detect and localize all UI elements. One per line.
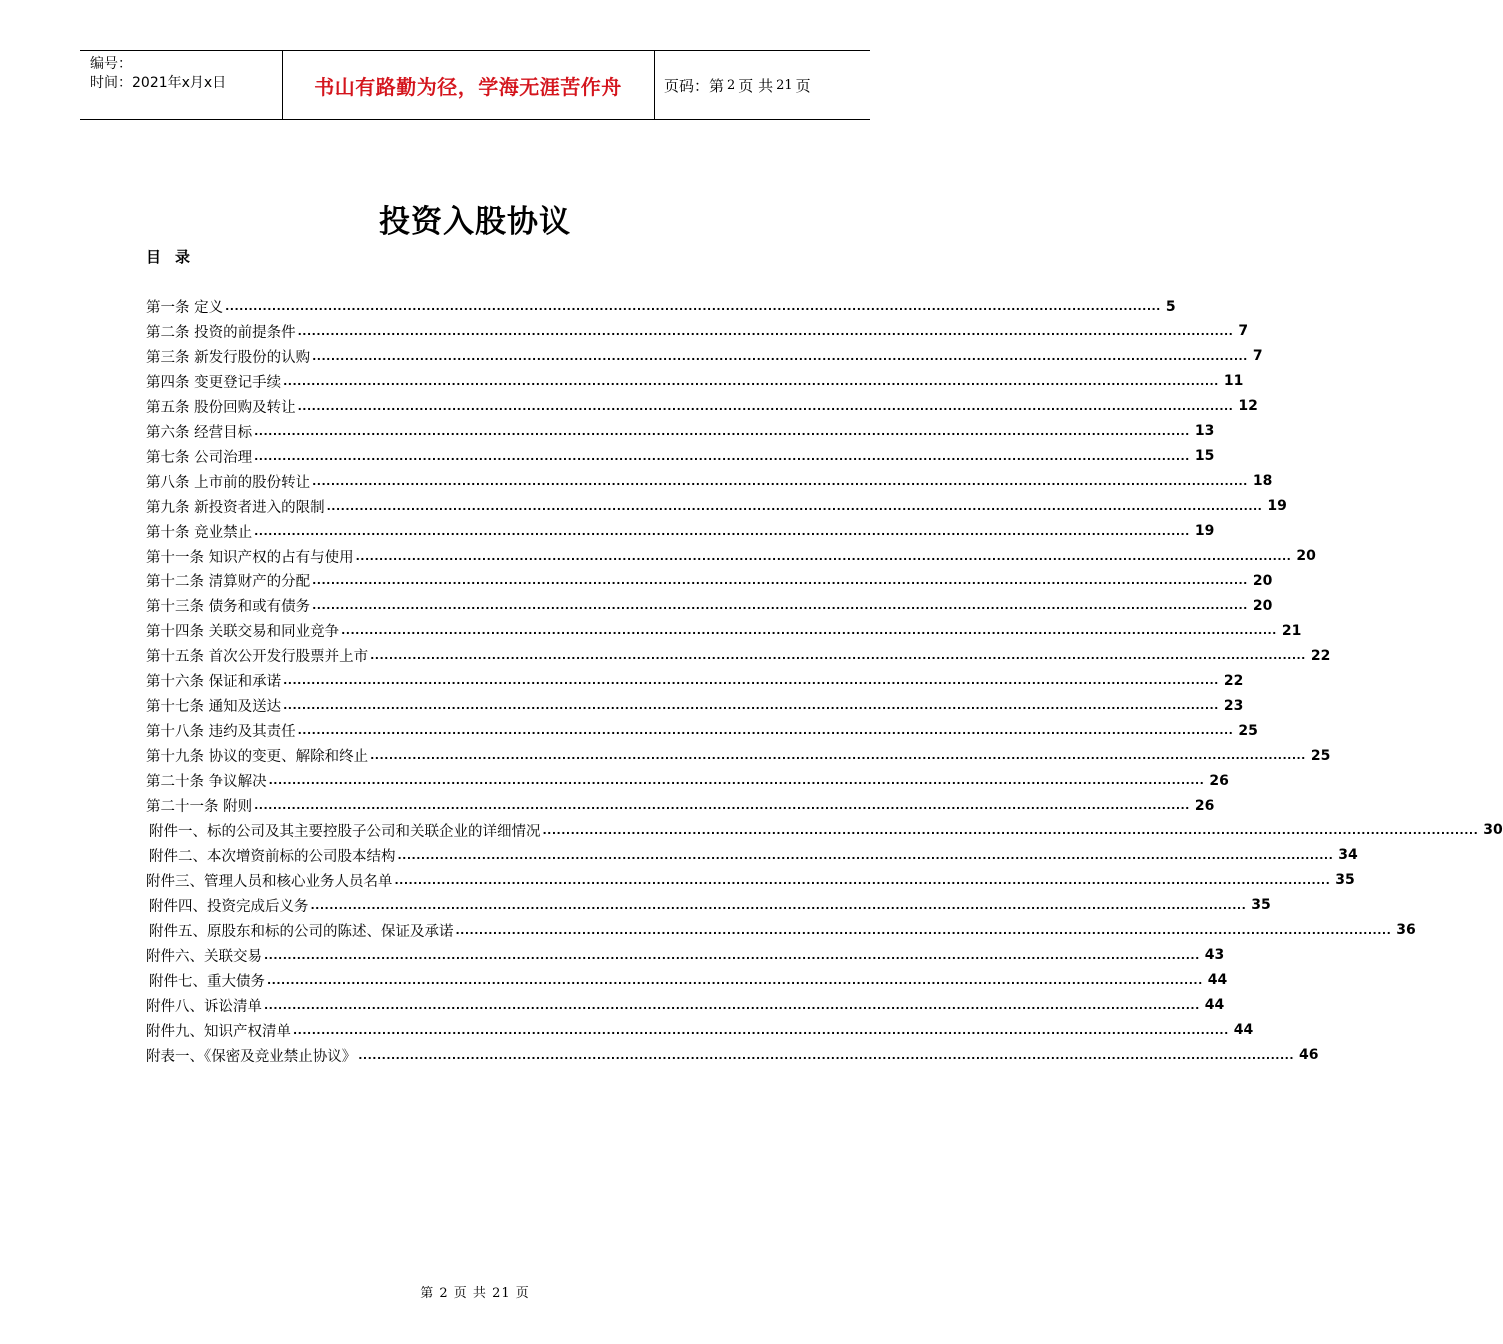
header-page-info [664, 51, 811, 119]
toc-entry-page: 25 [1310, 747, 1331, 764]
toc-entry-label: 第十五条 首次公开发行股票并上市 [146, 649, 369, 666]
toc-entry[interactable] [146, 294, 1176, 319]
document-title: 投资入股协议 [379, 204, 571, 240]
toc-entry-page: 7 [1238, 323, 1249, 340]
toc-leader-dots: ........................................................................................................................................................................................................ [283, 699, 1219, 713]
page-mid: 页 共 [738, 76, 774, 95]
toc-leader-dots: ........................................................................................................................................................................................................ [312, 349, 1248, 363]
toc-entry[interactable] [146, 344, 1263, 369]
toc-entry[interactable] [146, 469, 1273, 494]
toc-entry-page: 20 [1252, 572, 1273, 589]
toc-entry-label: 第十七条 通知及送达 [146, 699, 282, 716]
toc-entry-page: 22 [1310, 647, 1331, 664]
toc-leader-dots: ........................................................................................................................................................................................................ [293, 1023, 1229, 1037]
toc-entry-page: 20 [1296, 548, 1316, 564]
toc-entry-page: 26 [1194, 797, 1215, 814]
toc-entry-label: 第九条 新投资者进入的限制 [146, 499, 325, 516]
toc-entry-page: 43 [1204, 947, 1225, 964]
toc-entry-page: 44 [1204, 997, 1225, 1014]
page-total: 21 [776, 77, 793, 93]
toc-entry-label: 附件五、原股东和标的公司的陈述、保证及承诺 [149, 923, 454, 940]
toc-entry-label: 第二条 投资的前提条件 [146, 324, 296, 341]
toc-entry[interactable] [146, 868, 1355, 893]
toc-entry-label: 附件九、知识产权清单 [146, 1023, 291, 1040]
toc-entry-page: 5 [1165, 298, 1176, 315]
header-motto: 书山有路勤为径，学海无涯苦作舟 [314, 74, 622, 99]
toc-entry-label: 第十三条 债务和或有债务 [146, 599, 311, 616]
toc-entry-page: 13 [1194, 423, 1215, 440]
toc-entry-page: 12 [1238, 398, 1258, 415]
toc-leader-dots: ........................................................................................................................................................................................................ [254, 424, 1190, 438]
toc-entry[interactable] [146, 394, 1258, 419]
page-header [80, 50, 870, 120]
footer-mid: 页 共 [453, 1286, 487, 1301]
toc-entry-label: 第二十条 争议解决 [146, 774, 267, 791]
header-meta [90, 55, 290, 93]
toc-entry-label: 第七条 公司治理 [146, 449, 253, 466]
code-label: 编号： [90, 56, 132, 72]
toc-entry-page: 7 [1252, 348, 1263, 365]
toc-entry-page: 11 [1223, 373, 1244, 390]
toc-entry[interactable] [146, 793, 1215, 818]
toc-entry-label: 第五条 股份回购及转让 [146, 399, 296, 416]
toc-leader-dots: ........................................................................................................................................................................................................ [358, 1048, 1294, 1062]
toc-entry[interactable] [146, 319, 1249, 344]
toc-entry-page: 20 [1252, 597, 1273, 614]
toc-entry[interactable] [146, 593, 1273, 618]
toc-leader-dots: ........................................................................................................................................................................................................ [326, 499, 1263, 513]
toc-entry[interactable] [146, 668, 1244, 693]
toc-entry-page: 15 [1194, 448, 1215, 465]
toc-entry-label: 第四条 变更登记手续 [146, 374, 282, 391]
toc-entry[interactable] [146, 444, 1215, 469]
toc-entry-label: 附件三、管理人员和核心业务人员名单 [146, 873, 393, 890]
toc-heading-char: 录 [175, 248, 191, 266]
toc-entry[interactable] [146, 943, 1225, 968]
page-footer [0, 1282, 950, 1301]
toc-entry-label: 第十一条 知识产权的占有与使用 [146, 549, 354, 566]
toc-entry[interactable] [149, 918, 1416, 943]
toc-entry-page: 18 [1252, 473, 1273, 490]
toc-entry[interactable] [146, 718, 1258, 743]
toc-entry[interactable] [149, 818, 1503, 843]
toc-leader-dots: ........................................................................................................................................................................................................ [297, 324, 1234, 338]
toc-entry[interactable] [146, 419, 1215, 444]
toc-leader-dots: ........................................................................................................................................................................................................ [267, 973, 1203, 987]
toc-leader-dots: ........................................................................................................................................................................................................ [394, 873, 1331, 887]
toc-entry-page: 25 [1238, 722, 1258, 739]
toc-entry[interactable] [146, 993, 1225, 1018]
toc-entry-page: 35 [1251, 897, 1271, 914]
footer-total: 21 [492, 1286, 511, 1301]
toc-entry-label: 第十二条 清算财产的分配 [146, 574, 311, 591]
toc-leader-dots: ........................................................................................................................................................................................................ [370, 749, 1306, 763]
toc-entry-page: 35 [1335, 872, 1355, 889]
toc-entry-page: 21 [1281, 622, 1302, 639]
toc-entry[interactable] [146, 1018, 1254, 1043]
toc-entry-label: 第八条 上市前的股份转让 [146, 474, 311, 491]
toc-entry-label: 第一条 定义 [146, 300, 224, 316]
toc-entry-page: 23 [1223, 697, 1244, 714]
toc-entry-page: 26 [1209, 772, 1229, 789]
toc-leader-dots: ........................................................................................................................................................................................................ [312, 574, 1248, 588]
toc-heading-char: 目 [146, 248, 162, 266]
toc-leader-dots: ........................................................................................................................................................................................................ [283, 374, 1219, 388]
toc-entry-page: 34 [1338, 847, 1358, 864]
toc-entry-label: 第十六条 保证和承诺 [146, 674, 282, 691]
toc-leader-dots: ........................................................................................................................................................................................................ [297, 724, 1234, 738]
toc-entry-label: 第十八条 违约及其责任 [146, 724, 296, 741]
toc-leader-dots: ........................................................................................................................................................................................................ [355, 549, 1292, 563]
toc-entry-label: 附件八、诉讼清单 [146, 998, 262, 1015]
toc-heading [146, 246, 204, 267]
toc-leader-dots: ........................................................................................................................................................................................................ [283, 674, 1219, 688]
footer-suffix: 页 [515, 1286, 530, 1301]
time-label: 时间：2021年x月x日 [90, 75, 227, 91]
toc-entry-page: 46 [1299, 1047, 1319, 1063]
toc-entry[interactable] [146, 643, 1331, 668]
toc-leader-dots: ........................................................................................................................................................................................................ [312, 474, 1248, 488]
toc-leader-dots: ........................................................................................................................................................................................................ [254, 524, 1190, 538]
toc-entry[interactable] [146, 369, 1244, 394]
toc-entry[interactable] [149, 843, 1358, 868]
toc-entry[interactable] [149, 893, 1271, 918]
page-number: 2 [727, 77, 736, 93]
toc-entry-page: 22 [1223, 672, 1244, 689]
toc-entry[interactable] [146, 494, 1287, 519]
toc-entry-page: 36 [1396, 922, 1416, 939]
toc-entry[interactable] [146, 618, 1302, 643]
toc-entry-label: 附件六、关联交易 [146, 948, 262, 965]
toc-leader-dots: ........................................................................................................................................................................................................ [264, 948, 1200, 962]
toc-entry-label: 附件七、重大债务 [149, 973, 265, 990]
toc-leader-dots: ........................................................................................................................................................................................................ [370, 649, 1306, 663]
toc-entry-label: 第十条 竞业禁止 [146, 524, 253, 541]
toc-entry-label: 附表一、《保密及竞业禁止协议》 [146, 1048, 357, 1065]
toc-entry-page: 44 [1233, 1022, 1254, 1039]
toc-leader-dots: ........................................................................................................................................................................................................ [312, 599, 1248, 613]
toc-entry[interactable] [146, 544, 1316, 569]
toc-entry-label: 附件一、标的公司及其主要控股子公司和关联企业的详细情况 [149, 823, 541, 840]
toc-entry-label: 第三条 新发行股份的认购 [146, 349, 311, 366]
toc-entry[interactable] [146, 1043, 1319, 1068]
toc-entry-label: 第二十一条 附则 [146, 799, 253, 815]
toc-leader-dots: ........................................................................................................................................................................................................ [225, 300, 1161, 313]
footer-prefix: 第 [420, 1286, 435, 1301]
toc-entry[interactable] [146, 568, 1273, 593]
toc-entry-label: 附件二、本次增资前标的公司股本结构 [149, 848, 396, 865]
toc-entry[interactable] [146, 693, 1244, 718]
toc-entry-label: 第六条 经营目标 [146, 424, 253, 441]
toc-leader-dots: ........................................................................................................................................................................................................ [264, 998, 1200, 1012]
toc-entry-page: 44 [1207, 972, 1228, 989]
toc-entry-label: 附件四、投资完成后义务 [149, 898, 309, 915]
toc-entry-page: 19 [1194, 523, 1215, 540]
toc-entry-page: 30 [1483, 822, 1503, 839]
page-suffix: 页 [795, 76, 811, 95]
toc-entry-label: 第十九条 协议的变更、解除和终止 [146, 749, 369, 766]
toc-entry-page: 19 [1267, 498, 1287, 515]
toc-leader-dots: ........................................................................................................................................................................................................ [542, 823, 1479, 837]
toc-entry[interactable] [149, 968, 1228, 993]
page-prefix: 页码：第 [664, 76, 725, 95]
toc-entry[interactable] [146, 743, 1331, 768]
toc-leader-dots: ........................................................................................................................................................................................................ [455, 923, 1392, 937]
toc-leader-dots: ........................................................................................................................................................................................................ [310, 898, 1247, 912]
toc-leader-dots: ........................................................................................................................................................................................................ [397, 848, 1334, 862]
footer-page: 2 [439, 1286, 449, 1301]
toc-leader-dots: ........................................................................................................................................................................................................ [297, 399, 1234, 413]
toc-entry-label: 第十四条 关联交易和同业竞争 [146, 624, 340, 641]
toc-entry[interactable] [146, 519, 1215, 544]
toc-leader-dots: ........................................................................................................................................................................................................ [254, 449, 1190, 463]
header-divider [654, 51, 655, 119]
toc-entry[interactable] [146, 768, 1229, 793]
toc-leader-dots: ........................................................................................................................................................................................................ [254, 799, 1190, 812]
toc-leader-dots: ........................................................................................................................................................................................................ [268, 774, 1205, 788]
toc-leader-dots: ........................................................................................................................................................................................................ [341, 624, 1277, 638]
